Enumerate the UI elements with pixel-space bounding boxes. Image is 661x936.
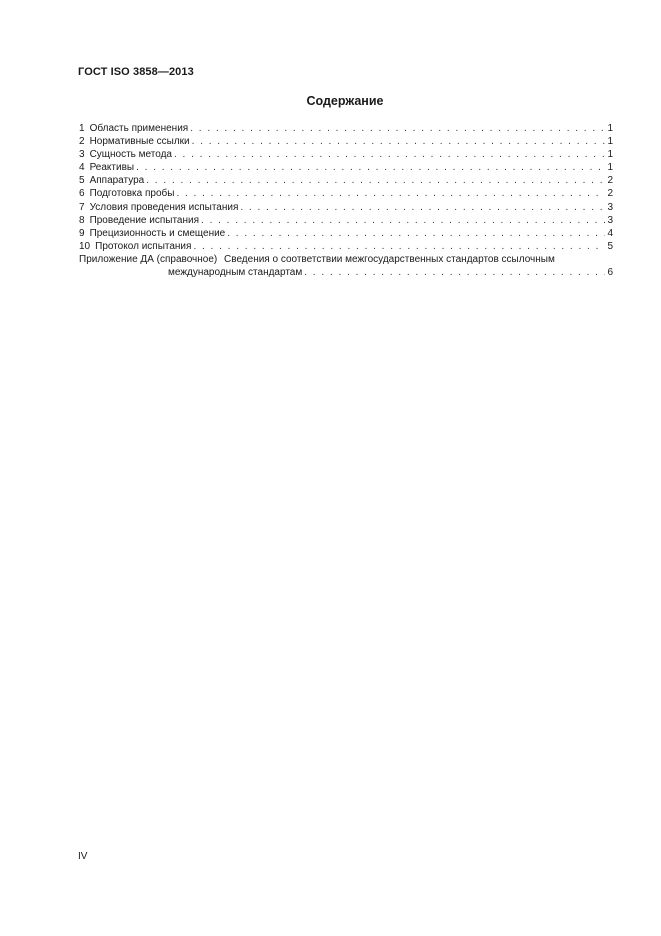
toc-entry-page: 1	[607, 136, 613, 148]
toc-entry-page: 3	[607, 201, 613, 213]
toc-entry-label: Подготовка пробы	[89, 188, 175, 200]
toc-entry[interactable]	[79, 214, 613, 227]
toc-entry-page: 6	[607, 267, 613, 279]
dot-leader	[176, 187, 605, 200]
appendix-title-line1: Сведения о соответствии межгосударственных стандартов ссылочным	[224, 253, 555, 265]
dot-leader	[304, 266, 605, 279]
toc-entry-page: 1	[607, 123, 613, 134]
dot-leader	[190, 122, 605, 135]
dot-leader	[146, 174, 605, 187]
dot-leader	[227, 227, 605, 240]
toc-entry-number: 8	[79, 214, 85, 226]
toc-entry[interactable]	[79, 161, 613, 174]
dot-leader	[201, 214, 605, 227]
toc-entry-page: 3	[607, 214, 613, 226]
toc-entry[interactable]	[79, 227, 613, 240]
page-number: IV	[78, 851, 88, 862]
toc-entry-page: 4	[607, 227, 613, 239]
appendix-second-line	[79, 266, 613, 279]
toc-entry-label: Аппаратура	[89, 175, 145, 187]
dot-leader	[193, 240, 605, 253]
toc-entry[interactable]	[79, 201, 613, 214]
toc-entry-number: 4	[79, 162, 85, 174]
toc-entry-page: 2	[607, 188, 613, 200]
table-of-contents	[79, 122, 613, 279]
dot-leader	[136, 161, 605, 174]
document-code: ГОСТ ISO 3858—2013	[78, 66, 194, 78]
toc-entry-label: Нормативные ссылки	[89, 136, 190, 148]
dot-leader	[174, 148, 605, 161]
toc-entry[interactable]	[79, 122, 613, 135]
toc-entry-label: Сущность метода	[89, 149, 172, 161]
toc-appendix-entry[interactable]	[79, 253, 613, 279]
toc-entry-label: Проведение испытания	[89, 214, 200, 226]
dot-leader	[192, 135, 606, 148]
toc-entry[interactable]	[79, 174, 613, 187]
toc-entry[interactable]	[79, 187, 613, 200]
toc-entry-label: Область применения	[89, 123, 189, 134]
toc-entry-number: 1	[79, 123, 85, 134]
toc-entry-page: 1	[607, 149, 613, 161]
page-title: Содержание	[306, 94, 384, 108]
toc-entry-number: 9	[79, 227, 85, 239]
toc-entry-page: 5	[607, 240, 613, 252]
toc-entry-page: 2	[607, 175, 613, 187]
toc-entry[interactable]	[79, 148, 613, 161]
toc-entry[interactable]	[79, 135, 613, 148]
appendix-first-line	[79, 253, 613, 266]
toc-entry-number: 3	[79, 149, 85, 161]
toc-entry-label: Протокол испытания	[95, 240, 192, 252]
toc-entry-number: 5	[79, 175, 85, 187]
toc-entry-label: Прецизионность и смещение	[89, 227, 226, 239]
toc-entry-number: 2	[79, 136, 85, 148]
toc-entry-number: 7	[79, 201, 85, 213]
appendix-prefix: Приложение ДА (справочное)	[79, 253, 218, 265]
toc-entry-label: Условия проведения испытания	[89, 201, 239, 213]
toc-entry[interactable]	[79, 240, 613, 253]
dot-leader	[240, 201, 605, 214]
appendix-title-line2: международным стандартам	[168, 267, 303, 279]
toc-entry-number: 10	[79, 240, 91, 252]
toc-entry-number: 6	[79, 188, 85, 200]
toc-entry-page: 1	[607, 162, 613, 174]
toc-entry-label: Реактивы	[89, 162, 135, 174]
